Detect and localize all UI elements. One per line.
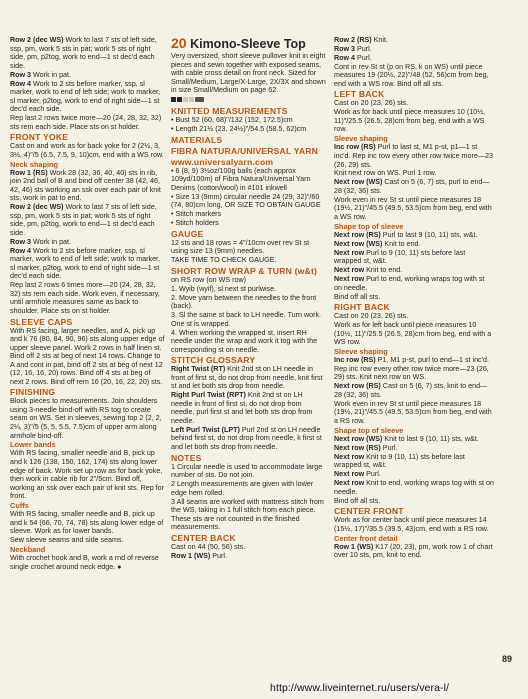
- section-heading: CENTER FRONT: [334, 506, 404, 517]
- column-right: [334, 36, 494, 560]
- section-heading: STITCH GLOSSARY: [171, 355, 256, 366]
- paragraph: [171, 365, 326, 391]
- section-heading: FINISHING: [10, 387, 56, 398]
- subsection-heading: Center front detail: [334, 533, 398, 543]
- paragraph-text: Cast on and work as for back yoke for 2 (2½, 3, 3½, 4)"/5 (6.5, 7.5, 9, 10)cm, end with a WS row.: [10, 142, 164, 159]
- paragraph-text: Knit next row on WS. Purl 1 row.: [334, 169, 437, 178]
- pattern-number: 20: [171, 35, 187, 51]
- paragraph: [334, 356, 494, 382]
- paragraph-text: • Size 13 (9mm) circular needle 24 (29, 32)"/60 (74, 80)cm long, OR SIZE TO OBTAIN GAUGE: [171, 192, 321, 210]
- paragraph: [334, 143, 494, 169]
- subsection-heading: Neck shaping: [10, 159, 59, 169]
- paragraph-text: Block pieces to measurements. Join shoulders using 3-needle bind-off with RS tog to create seam on WS. Set in sleeves, sewing top 2 (2, 2, 2¼, 3)"/5 (5, 5, 5.5, 7.5)cm of upper arm along armhole bind-off.: [10, 397, 162, 440]
- paragraph: [334, 275, 494, 292]
- row-label: Row 3: [10, 237, 32, 246]
- row-label: Inc row (RS): [334, 143, 376, 152]
- paragraph: [334, 54, 494, 63]
- row-label: Row 4: [334, 53, 356, 62]
- paragraph: [10, 449, 165, 500]
- row-label: Next row: [334, 266, 365, 275]
- paragraph: [171, 391, 326, 425]
- paragraph-text: Sew sleeve seams and side seams.: [10, 536, 124, 545]
- column-left: [10, 36, 165, 572]
- subsection-heading: Cuffs: [10, 501, 29, 511]
- paragraph-text: • Bust 52 (60, 68)"/132 (152, 172.5)cm: [171, 116, 293, 125]
- row-label: Row 2 (RS): [334, 36, 372, 44]
- row-label: Next row: [334, 479, 365, 488]
- paragraph-text: Work to 2 sts before marker, ssp, sl marker, work to end of left side; work to marker, sl marker, p2tog, work to end of right side—1 st dec'd each side.: [10, 79, 161, 114]
- paragraph-text: With RS facing, smaller needle and B, pick up and k 54 (66, 70, 74, 78) sts along lower edge of sleeve. Work as for lower bands.: [10, 510, 164, 536]
- paragraph-text: Purl to last 9 (10, 11) sts, w&t.: [380, 230, 478, 239]
- paragraph: [171, 125, 326, 134]
- paragraph: [334, 382, 494, 399]
- row-label: Row 1 (RS): [10, 168, 48, 177]
- paragraph: [171, 193, 326, 210]
- paragraph: [171, 463, 326, 480]
- paragraph-text: Knit to end.: [382, 239, 421, 248]
- paragraph-text: With RS facing, smaller needle and B, pick up and k 126 (138, 150, 162, 174) sts along lower edge of back. Work set up row as for back yoke, then work in cable rib for 2"/5cm. Bind off, working an ssk over each pair of knit sts. Rep for front.: [10, 449, 164, 501]
- paragraph: [334, 453, 494, 470]
- subsection-heading: Neckband: [10, 545, 46, 555]
- row-label: Row 4: [10, 246, 32, 255]
- section-heading: KNITTED MEASUREMENTS: [171, 106, 288, 117]
- paragraph: [334, 321, 494, 347]
- subsection-heading: Lower bands: [10, 440, 56, 450]
- row-label: Row 3: [10, 70, 32, 79]
- section-heading: FRONT YOKE: [10, 132, 69, 143]
- row-label: Row 1 (WS): [334, 542, 374, 551]
- row-label: Next row (WS): [334, 434, 383, 443]
- paragraph-text: 1 Circular needle is used to accommodate large number of sts. Do not join.: [171, 462, 323, 480]
- paragraph: [171, 219, 326, 228]
- section-heading: CENTER BACK: [171, 532, 236, 543]
- subsection-heading: Sleeve shaping: [334, 347, 388, 357]
- paragraph: [334, 240, 494, 249]
- paragraph-text: Knit to 9 (10, 11) sts before last wrapped st, w&t.: [334, 452, 465, 470]
- paragraph-text: Purl.: [355, 53, 372, 62]
- paragraph-text: Rep last 2 rows 6 times more—20 (24, 28, 32, 32) sts rem each side. Work even, if necessary, until armhole measures same as back to shoulder. Place sts on st holder.: [10, 281, 160, 315]
- row-label: Row 1 (WS): [171, 551, 211, 560]
- paragraph-text: Cast on 5 (6, 7) sts, knit to end—28 (32, 36) sts.: [334, 382, 488, 399]
- section-heading: NOTES: [171, 452, 202, 463]
- section-heading: SLEEVE CAPS: [10, 316, 73, 327]
- row-label: Next row: [334, 452, 365, 461]
- paragraph: [10, 114, 165, 131]
- paragraph: [10, 203, 165, 237]
- subsection-heading: Sleeve shaping: [334, 134, 388, 144]
- paragraph: [10, 327, 165, 387]
- paragraph-text: Work as for center back until piece measures 14 (15½, 17)"/35.5 (39.5, 43)cm, end with a RS row.: [334, 516, 489, 533]
- paragraph: [334, 45, 494, 54]
- paragraph-text: K17 (20, 23), pm, work row 1 of chart over 10 sts, pm, knit to end.: [334, 542, 493, 560]
- paragraph: [334, 178, 494, 195]
- paragraph-text: P1, M1 p-st, purl to end—1 st inc'd. Rep inc row every other row twice more—23 (26, 29) sts. Knit next row on WS.: [334, 356, 489, 382]
- watermark-url: http://www.liveinternet.ru/users/vera-l/: [270, 682, 450, 694]
- paragraph-text: Work even in rev St st until piece measures 18 (19½, 21)"/45.5 (49.5, 53.5)cm from beg, end with a WS row.: [334, 195, 492, 221]
- row-label: Next row: [334, 275, 365, 284]
- paragraph-text: • Stitch holders: [171, 219, 219, 228]
- row-label: Next row (RS): [334, 443, 381, 452]
- paragraph: [171, 498, 326, 532]
- section-heading: GAUGE: [171, 228, 204, 239]
- paragraph: [334, 169, 494, 178]
- paragraph-text: Bind off all sts.: [334, 292, 381, 301]
- paragraph-text: • Stitch markers: [171, 210, 222, 219]
- paragraph: [334, 497, 494, 506]
- paragraph: [10, 281, 165, 315]
- row-label: Left Purl Twist (LPT): [171, 425, 240, 434]
- skill-level-icon: [171, 96, 326, 105]
- paragraph: [334, 108, 494, 134]
- paragraph: [171, 116, 326, 125]
- paragraph: [334, 99, 494, 108]
- paragraph: [10, 169, 165, 203]
- row-label: Right Twist (RT): [171, 365, 226, 374]
- paragraph-text: Purl to 9 (10, 11) sts before last wrapped st, w&t.: [334, 248, 466, 266]
- paragraph: [171, 239, 326, 256]
- paragraph: [10, 71, 165, 80]
- paragraph: [10, 554, 165, 571]
- paragraph: [171, 285, 326, 294]
- section-heading: RIGHT BACK: [334, 302, 390, 313]
- paragraph-text: Purl.: [364, 470, 381, 479]
- row-label: Right Purl Twist (RPT): [171, 391, 246, 400]
- paragraph-text: • Length 21½ (23, 24½)"/54.5 (58.5, 62)cm: [171, 125, 307, 134]
- paragraph: [171, 426, 326, 452]
- paragraph-text: Very oversized, short sleeve pullover knit in eight pieces and sewn together with exposed seams, with cable cross detail on front neck. Sized for Small/Medium, Large/X-Large, 2X/3X and shown in size Small/Medium on page 62.: [171, 52, 326, 95]
- paragraph: [334, 479, 494, 496]
- paragraph: [10, 142, 165, 159]
- paragraph-text: Work even in rev St st until piece measures 18 (19½, 21)"/45.5 (49.5, 53.5)cm from beg, end with a RS row.: [334, 399, 492, 425]
- paragraph-text: Purl 2nd st on LH needle behind first st, do not drop from needle, k first st and let both sts drop from needle.: [171, 425, 322, 451]
- yarn-website: www.universalyarn.com: [171, 156, 274, 167]
- paragraph: [334, 400, 494, 426]
- paragraph: [334, 36, 494, 45]
- paragraph-text: Knit to end, working wraps tog with st on needle.: [334, 479, 494, 496]
- paragraph-text: Work in pat.: [31, 70, 71, 79]
- paragraph: [171, 552, 326, 561]
- paragraph: [171, 311, 326, 328]
- paragraph-text: 12 sts and 18 rows = 4"/10cm over rev St st using size 13 (9mm) needles.: [171, 238, 310, 256]
- paragraph: [334, 266, 494, 275]
- row-label: Next row: [334, 470, 365, 479]
- paragraph: [334, 543, 494, 560]
- paragraph: [171, 210, 326, 219]
- paragraph: [334, 249, 494, 266]
- row-label: Row 3: [334, 44, 356, 53]
- paragraph-text: 4. When working the wrapped st, insert RH needle under the wrap and work it tog with the corresponding st on needle.: [171, 328, 318, 354]
- paragraph-text: Bind off all sts.: [334, 496, 381, 505]
- paragraph: [10, 36, 165, 70]
- paragraph-text: 1. Wyib (wyif), sl next st purlwise.: [171, 284, 277, 293]
- paragraph-text: Knit to last 9 (10, 11) sts, w&t.: [382, 434, 479, 443]
- paragraph-text: Work as for back until piece measures 10 (10½, 11)"/25.5 (26.5, 28)cm from beg, end with a WS row.: [334, 108, 486, 134]
- paragraph: [10, 80, 165, 114]
- paragraph: [171, 256, 326, 265]
- paragraph-text: Knit to end.: [364, 266, 403, 275]
- paragraph-text: With RS facing, larger needles, and A, pick up and k 76 (80, 84, 90, 96) sts along upper edge of upper sleeve panel. Work 2 rows in half linen st. Bind off 2 sts at beg of next 14 rows. Change to A and cont in pat, bind off 2 sts at beg of next 12 (12, 16, 16, 20) rows. Bind off 4 sts at beg of next 2 rows. Bind off rem 16 (20, 16, 22, 20) sts.: [10, 326, 165, 386]
- paragraph: [334, 516, 494, 533]
- section-heading: FIBRA NATURA/UNIVERSAL YARN: [171, 145, 319, 156]
- paragraph-text: Purl to last st, M1 p-st, p1—1 st inc'd. Rep inc row every other row twice more—23 (26, 29) sts.: [334, 143, 493, 169]
- paragraph-text: on RS row (on WS row): [171, 275, 246, 284]
- paragraph-text: Cast on 20 (23, 26) sts.: [334, 99, 409, 108]
- paragraph-text: Purl.: [210, 551, 227, 560]
- paragraph-text: Purl to end, working wraps tog with st on needle.: [334, 275, 485, 292]
- paragraph-text: TAKE TIME TO CHECK GAUGE.: [171, 256, 277, 265]
- row-label: Inc row (RS): [334, 356, 376, 365]
- subsection-heading: Shape top of sleeve: [334, 221, 404, 231]
- paragraph-text: 3. Sl the same st back to LH needle. Turn work. One st is wrapped.: [171, 311, 322, 328]
- row-label: Row 2 (dec WS): [10, 36, 64, 44]
- paragraph-text: Knit.: [371, 36, 388, 44]
- paragraph: [171, 52, 326, 95]
- paragraph: [10, 536, 165, 545]
- paragraph: [171, 294, 326, 311]
- row-label: Next row (WS): [334, 178, 383, 187]
- paragraph: [10, 510, 165, 536]
- row-label: Next row (WS): [334, 239, 383, 248]
- paragraph: [334, 63, 494, 89]
- paragraph-text: Work in pat.: [31, 237, 71, 246]
- section-heading: LEFT BACK: [334, 89, 385, 100]
- paragraph-text: Knit 2nd st on LH needle in front of first st, do not drop from needle, purl first st and let both sts drop from needle.: [171, 391, 313, 425]
- paragraph: [171, 276, 326, 285]
- paragraph-text: • 6 (8, 9) 3½oz/100g balls (each approx 109yd/100m) of Fibra Natura/Universal Yarn Denims (cotton/wool) in #101 inkwell: [171, 166, 311, 192]
- row-label: Row 2 (dec WS): [10, 203, 64, 212]
- subsection-heading: Shape top of sleeve: [334, 425, 404, 435]
- paragraph-text: Cast on 20 (23, 26) sts.: [334, 312, 409, 321]
- paragraph: [334, 196, 494, 222]
- row-label: Next row: [334, 248, 365, 257]
- column-middle-body: [171, 52, 326, 560]
- paragraph-text: Work to last 7 sts of left side, ssp, pm, work 5 sts in pat; work 5 sts of right side, pm, p2tog, work to end—1 st dec'd each side.: [10, 203, 157, 237]
- paragraph-text: Purl.: [355, 44, 372, 53]
- paragraph-text: Work to last 7 sts of left side, ssp, pm, work 5 sts in pat; work 5 sts of right side, pm, p2tog, work to end—1 st dec'd each side.: [10, 36, 157, 70]
- row-label: Row 4: [10, 79, 32, 88]
- paragraph-text: Cont in rev St st (p on RS, k on WS) until piece measures 19 (20½, 22)"/48 (52, 56)cm from beg, end with a WS row. Bind off all sts.: [334, 62, 489, 88]
- column-middle: [171, 36, 326, 561]
- paragraph-text: Work to 2 sts before marker, ssp, sl marker, work to end of left side; work to marker, sl marker, p2tog, work to end of right side—1 st dec'd each side.: [10, 246, 161, 281]
- section-heading: SHORT ROW WRAP & TURN (w&t): [171, 265, 318, 276]
- paragraph-text: Work 28 (32, 36, 40, 40) sts in rib, join 2nd ball of B and bind off center 38 (42, 46, 42, 46) sts working an ssk over each pair of knit sts, work in pat to end.: [10, 168, 161, 203]
- section-heading: MATERIALS: [171, 134, 223, 145]
- paragraph: [171, 480, 326, 497]
- paragraph-text: 3 All seams are worked with mattress stitch from the WS, taking in 1 full stitch from each piece. These sts are not counted in the finished measurements.: [171, 497, 324, 532]
- paragraph: [334, 312, 494, 321]
- paragraph-text: 2. Move yarn between the needles to the front (back).: [171, 293, 317, 311]
- pattern-title: [171, 36, 326, 51]
- paragraph-text: Purl.: [380, 443, 398, 452]
- paragraph: [171, 329, 326, 355]
- paragraph: [10, 238, 165, 247]
- paragraph-text: Cast on 5 (6, 7) sts, purl to end—28 (32, 36) sts.: [334, 178, 490, 195]
- paragraph: [171, 543, 326, 552]
- paragraph: [334, 435, 494, 444]
- paragraph: [334, 470, 494, 479]
- paragraph-text: Cast on 44 (50, 56) sts.: [171, 542, 246, 551]
- page-number: 89: [501, 654, 512, 664]
- row-label: Next row (RS): [334, 230, 381, 239]
- paragraph-text: 2 Length measurements are given with lower edge hem rolled.: [171, 480, 314, 497]
- paragraph: [10, 397, 165, 440]
- paragraph-text: With crochet hook and B, work a rnd of reverse single crochet around neck edge. ●: [10, 554, 159, 571]
- paragraph: [171, 167, 326, 193]
- paragraph-text: Work as for left back until piece measures 10 (10½, 11)"/25.5 (26.5, 28)cm from beg, end with a WS row.: [334, 321, 492, 347]
- paragraph-text: Rep last 2 rows twice more—20 (24, 28, 32, 32) sts rem each side. Place sts on st holder.: [10, 114, 162, 131]
- paragraph-text: Knit 2nd st on LH needle in front of first st, do not drop from needle, knit first st and let both sts drop from needle.: [171, 365, 323, 391]
- paragraph: [10, 247, 165, 281]
- pattern-name: Kimono-Sleeve Top: [190, 37, 306, 51]
- paragraph: [334, 444, 494, 453]
- paragraph: [334, 231, 494, 240]
- row-label: Next row (RS): [334, 382, 381, 391]
- paragraph: [334, 293, 494, 302]
